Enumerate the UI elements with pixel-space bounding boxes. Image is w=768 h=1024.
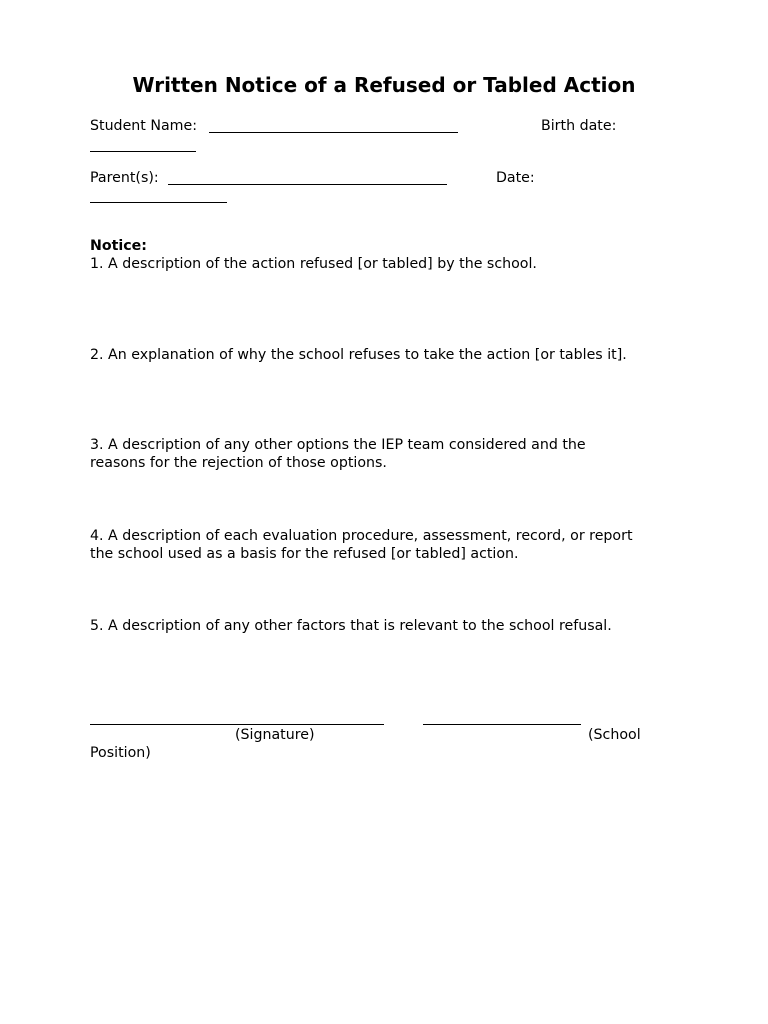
birth-date-line (90, 151, 196, 152)
birth-date-label: Birth date: (541, 118, 617, 134)
parents-label: Parent(s): (90, 170, 159, 186)
document-title: Written Notice of a Refused or Tabled Action (132, 73, 636, 97)
date-label: Date: (496, 170, 535, 186)
notice-item-5: 5. A description of any other factors that is relevant to the school refusal. (90, 618, 612, 634)
school-label: (School (588, 727, 641, 743)
student-name-line (209, 132, 458, 133)
signature-label: (Signature) (235, 727, 315, 743)
date-line (90, 202, 227, 203)
notice-item-3-line-1: 3. A description of any other options the IEP team considered and the (90, 437, 586, 453)
school-position-line (423, 724, 581, 725)
notice-item-4-line-1: 4. A description of each evaluation procedure, assessment, record, or report (90, 528, 633, 544)
signature-line (90, 724, 384, 725)
notice-item-4-line-2: the school used as a basis for the refused [or tabled] action. (90, 546, 519, 562)
notice-item-2: 2. An explanation of why the school refuses to take the action [or tables it]. (90, 347, 627, 363)
student-name-label: Student Name: (90, 118, 197, 134)
notice-item-1: 1. A description of the action refused [or tabled] by the school. (90, 256, 537, 272)
notice-item-3-line-2: reasons for the rejection of those options. (90, 455, 387, 471)
position-label: Position) (90, 745, 151, 761)
notice-heading: Notice: (90, 238, 147, 254)
parents-line (168, 184, 447, 185)
